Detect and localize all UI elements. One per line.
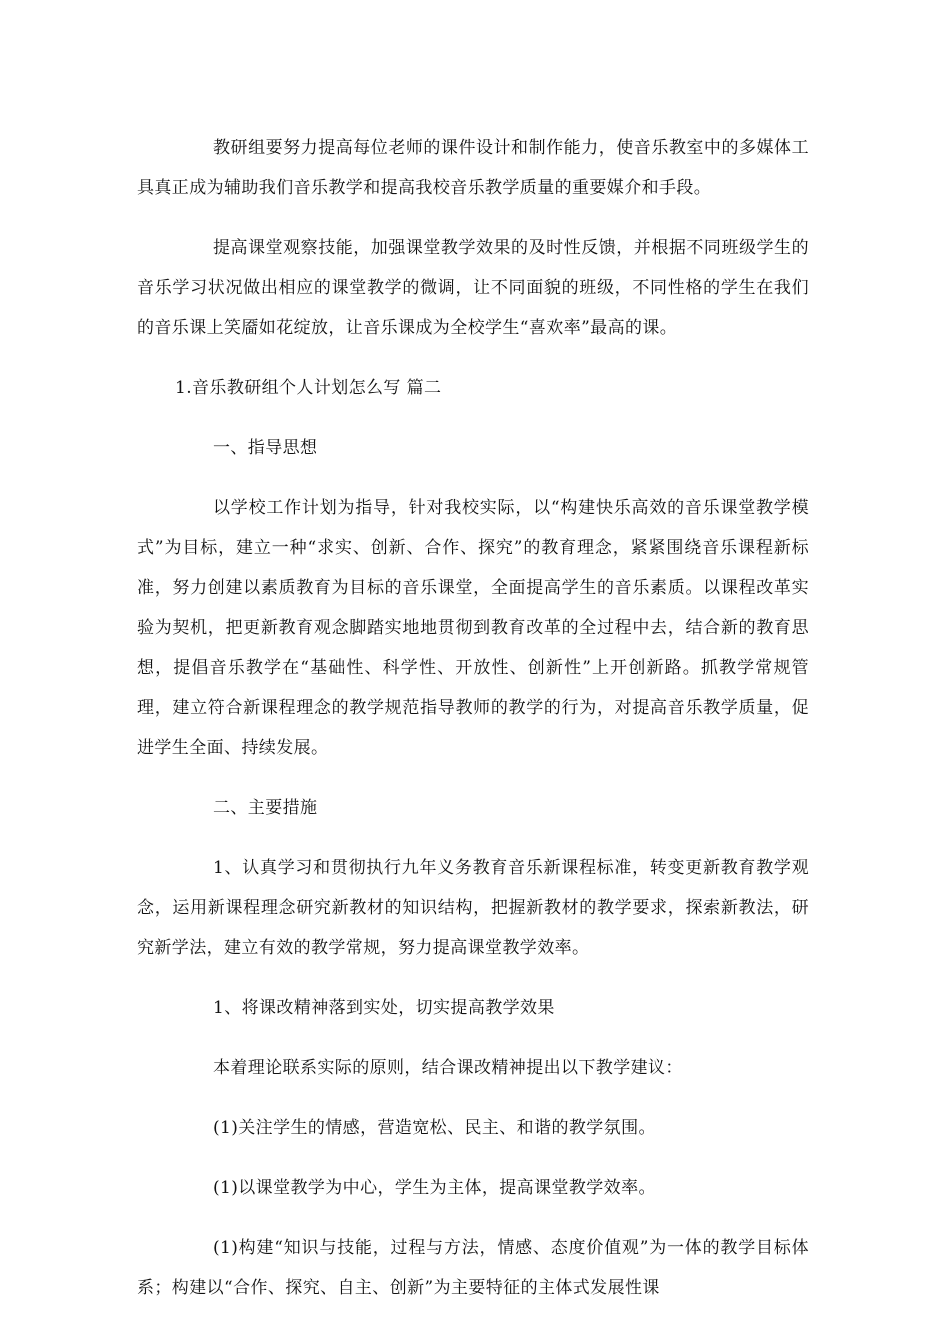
spacer xyxy=(137,768,809,788)
spacer xyxy=(137,968,809,988)
spacer xyxy=(137,208,809,228)
spacer xyxy=(137,1148,809,1168)
spacer xyxy=(137,408,809,428)
paragraph-curriculum-reform: 1、将课改精神落到实处，切实提高教学效果 xyxy=(213,998,555,1018)
spacer xyxy=(137,348,809,368)
list-item: (1)以课堂教学为中心，学生为主体，提高课堂教学效率。 xyxy=(213,1178,656,1198)
spacer xyxy=(137,468,809,488)
paragraph-guiding-ideology: 以学校工作计划为指导，针对我校实际，以“构建快乐高效的音乐课堂教学模式”为目标，建立一种“求实、创新、合作、探究”的教育理念，紧紧围绕音乐课程新标准，努力创建以素质教育为目标的音乐课堂，全面提高学生的音乐素质。以课程改革实验为契机，把更新教育观念脚踏实地地贯彻到教育改革的全过程中去，结合新的教育思想，提倡音乐教学在“基础性、科学性、开放性、创新性”上开创新路。抓教学常规管理，建立符合新课程理念的教学规范指导教师的教学的行为，对提高音乐教学质量，促进学生全面、持续发展。 xyxy=(137,498,809,758)
spacer xyxy=(137,1028,809,1048)
subheading-main-measures: 二、主要措施 xyxy=(213,798,318,818)
section-heading: 1.音乐教研组个人计划怎么写 篇二 xyxy=(175,378,442,398)
paragraph-measure-1: 1、认真学习和贯彻执行九年义务教育音乐新课程标准，转变更新教育教学观念，运用新课程理念研究新教材的知识结构，把握新教材的教学要求，探索新教法，研究新学法，建立有效的教学常规，努力提高课堂教学效率。 xyxy=(137,858,809,958)
spacer xyxy=(137,1208,809,1228)
paragraph-observation: 提高课堂观察技能，加强课堂教学效果的及时性反馈，并根据不同班级学生的音乐学习状况做出相应的课堂教学的微调，让不同面貌的班级，不同性格的学生在我们的音乐课上笑靥如花绽放，让音乐课成为全校学生“喜欢率”最高的课。 xyxy=(137,238,809,338)
paragraph-teaching-suggestions: 本着理论联系实际的原则，结合课改精神提出以下教学建议： xyxy=(213,1058,683,1078)
list-item: (1)构建“知识与技能，过程与方法，情感、态度价值观”为一体的教学目标体系；构建以“合作、探究、自主、创新”为主要特征的主体式发展性课 xyxy=(137,1238,809,1298)
spacer xyxy=(137,828,809,848)
spacer xyxy=(137,1088,809,1108)
list-item: (1)关注学生的情感，营造宽松、民主、和谐的教学氛围。 xyxy=(213,1118,656,1138)
document-page xyxy=(137,128,809,1308)
subheading-guiding-ideology: 一、指导思想 xyxy=(213,438,318,458)
paragraph-courseware: 教研组要努力提高每位老师的课件设计和制作能力，使音乐教室中的多媒体工具真正成为辅助我们音乐教学和提高我校音乐教学质量的重要媒介和手段。 xyxy=(137,138,809,198)
